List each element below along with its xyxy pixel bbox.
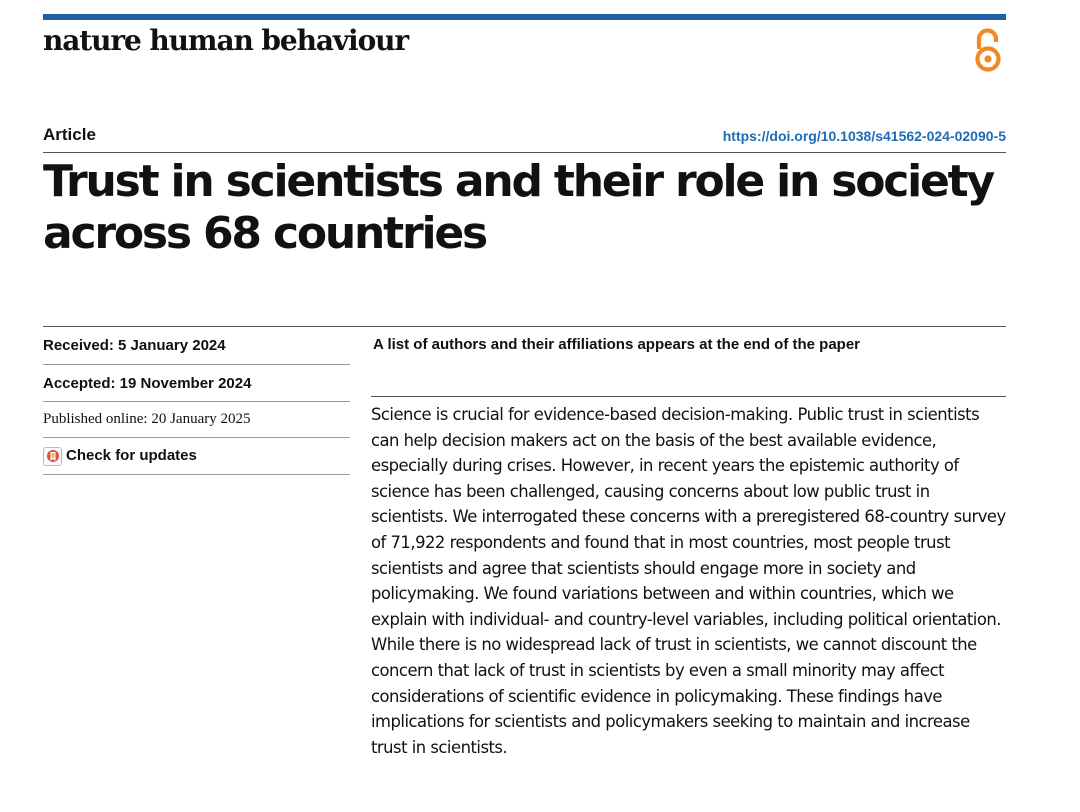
article-history <box>43 327 350 475</box>
article-title: Trust in scientists and their role in society across 68 countries <box>43 156 993 259</box>
doi-link[interactable]: https://doi.org/10.1038/s41562-024-02090-5 <box>722 128 1006 144</box>
article-type: Article <box>43 125 96 144</box>
title-divider <box>43 152 1006 153</box>
journal-header-bar <box>43 14 1006 20</box>
open-access-icon <box>972 27 1004 73</box>
received-date: Received: 5 January 2024 <box>43 327 350 365</box>
check-updates-icon <box>43 447 62 466</box>
abstract-divider <box>371 396 1006 397</box>
check-for-updates-label: Check for updates <box>66 447 197 464</box>
abstract: Science is crucial for evidence-based decision-making. Public trust in scientists can help decision makers act on the basis of the best available evidence, especially during crises. However, in recent years the epistemic authority of science has been challenged, causing concerns about low public trust in scientists. We interrogated these concerns with a preregistered 68-country survey of 71,922 respondents and found that in most countries, most people trust scientists and agree that scientists should engage more in society and policymaking. We found variations between and within countries, which we explain with individual- and country-level variables, including political orientation. While there is no widespread lack of trust in scientists, we cannot discount the concern that lack of trust in scientists by even a small minority may affect considerations of scientific evidence in policymaking. These findings have implications for scientists and policymakers seeking to maintain and increase trust in scientists. <box>371 405 1006 757</box>
check-for-updates-button[interactable] <box>43 438 350 475</box>
journal-name: nature human behaviour <box>43 24 409 57</box>
accepted-date: Accepted: 19 November 2024 <box>43 365 350 402</box>
authors-note: A list of authors and their affiliations appears at the end of the paper <box>373 336 861 353</box>
published-date: Published online: 20 January 2025 <box>43 402 350 438</box>
